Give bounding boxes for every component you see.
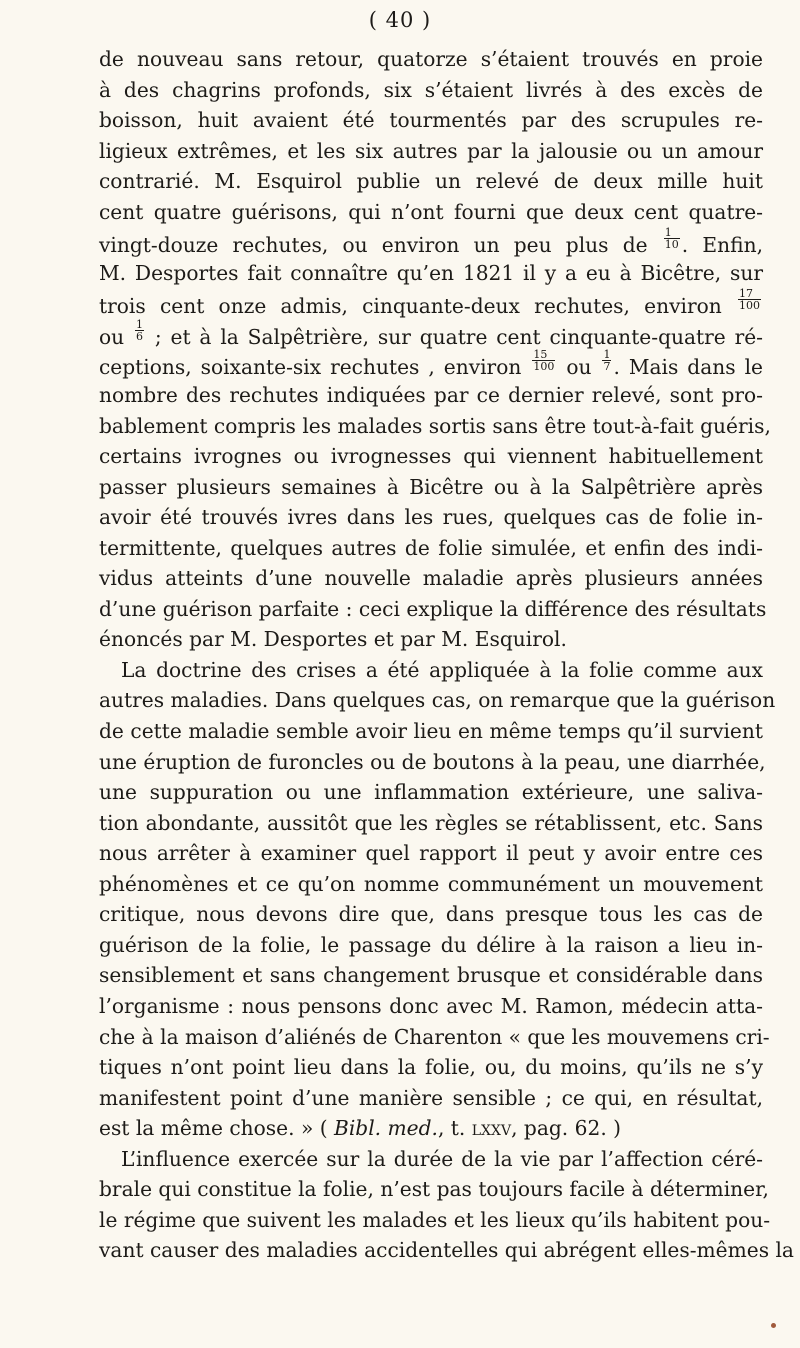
text-line: vingt-douze rechutes, ou environ un peu plus de $\frac{1}{10}$ . Enfin, (99, 226, 763, 258)
paragraph-start: La doctrine des crises a été appliquée à la folie comme aux (121, 657, 763, 682)
text-line: bablement compris les malades sortis sans être tout-à-fait guéris, (99, 413, 771, 438)
text-line: d’une guérison parfaite : ceci explique la différence des résultats (99, 596, 767, 621)
text-line: sensiblement et sans changement brusque et considérable dans (99, 963, 763, 988)
fraction: $\frac{1}{6}$ (136, 317, 144, 343)
text-line: M. Desportes fait connaître qu’en 1821 il y a eu à Bicêtre, sur (99, 260, 763, 285)
fraction: $\frac{1}{7}$ (603, 348, 611, 374)
text-line: une suppuration ou une inflammation extérieure, une saliva- (99, 780, 763, 805)
text-line: de nouveau sans retour, quatorze s’étaient trouvés en proie (99, 47, 763, 71)
text-line: nombre des rechutes indiquées par ce dernier relevé, sont pro- (99, 383, 763, 408)
text-line: ligieux extrêmes, et les six autres par la jalousie ou un amour (99, 138, 763, 163)
paper-speck (771, 1323, 776, 1328)
text-line: nous arrêter à examiner quel rapport il peut y avoir entre ces (99, 841, 763, 866)
text-line: le régime que suivent les malades et les lieux qu’ils habitent pou- (99, 1207, 771, 1232)
text-line: cent quatre guérisons, qui n’ont fourni que deux cent quatre- (99, 199, 763, 224)
text-line: avoir été trouvés ivres dans les rues, quelques cas de folie in- (99, 505, 763, 530)
fraction: $\frac{15}{100}$ (533, 348, 555, 374)
text-line: est la même chose. » ( Bibl. med., t. lxxv, pag. 62. ) (99, 1116, 622, 1141)
text-line: guérison de la folie, le passage du délire à la raison a lieu in- (99, 932, 763, 957)
text-line: à des chagrins profonds, six s’étaient livrés à des excès de (99, 77, 763, 102)
citation-title: Bibl. med. (334, 1116, 438, 1141)
volume-number: lxxv (471, 1116, 512, 1141)
text-line: tiques n’ont point lieu dans la folie, ou, du moins, qu’ils ne s’y (99, 1055, 763, 1080)
text-line: trois cent onze admis, cinquante-deux rechutes, environ $\frac{17}{100}$ (99, 287, 760, 319)
text-line: énoncés par M. Desportes et par M. Esquirol. (99, 627, 567, 652)
text-line: brale qui constitue la folie, n’est pas toujours facile à déterminer, (99, 1177, 769, 1202)
text-line: che à la maison d’aliénés de Charenton « que les mouvemens cri- (99, 1024, 770, 1049)
text-line: vidus atteints d’une nouvelle maladie après plusieurs années (99, 566, 763, 591)
text-line: manifestent point d’une manière sensible ; ce qui, en résultat, (99, 1085, 763, 1110)
text-line: tion abondante, aussitôt que les règles se rétablissent, etc. Sans (99, 810, 763, 835)
text-line: critique, nous devons dire que, dans presque tous les cas de (99, 902, 763, 927)
text-line: ceptions, soixante-six rechutes , environ $\frac{15}{100}$ ou $\frac{1}{7}$ . Mais dans le (99, 348, 763, 380)
fraction: $\frac{1}{10}$ (664, 226, 679, 252)
text-line: une éruption de furoncles ou de boutons à la peau, une diarrhée, (99, 749, 766, 774)
text-line: certains ivrognes ou ivrognesses qui viennent habituellement (99, 444, 763, 469)
text-line: ou $\frac{1}{6}$ ; et à la Salpêtrière, sur quatre cent cinquante-quatre ré- (99, 317, 764, 349)
text-line: l’organisme : nous pensons donc avec M. Ramon, médecin atta- (99, 993, 763, 1018)
text-line: autres maladies. Dans quelques cas, on remarque que la guérison (99, 688, 776, 713)
text-line: termittente, quelques autres de folie simulée, et enfin des indi- (99, 535, 763, 560)
page-number: ( 40 ) (368, 8, 432, 32)
text-line: boisson, huit avaient été tourmentés par des scrupules re- (99, 108, 763, 133)
text-line: passer plusieurs semaines à Bicêtre ou à la Salpêtrière après (99, 474, 763, 499)
text-line: contrarié. M. Esquirol publie un relevé de deux mille huit (99, 169, 763, 194)
text-line: phénomènes et ce qu’on nomme communément un mouvement (99, 871, 763, 896)
fraction: $\frac{17}{100}$ (739, 287, 760, 313)
paragraph-start: L’influence exercée sur la durée de la vie par l’affection céré- (121, 1146, 763, 1171)
text-line: de cette maladie semble avoir lieu en même temps qu’il survient (99, 719, 763, 744)
body-text (99, 44, 794, 1266)
text-line: vant causer des maladies accidentelles qui abrégent elles-mêmes la (99, 1238, 794, 1263)
